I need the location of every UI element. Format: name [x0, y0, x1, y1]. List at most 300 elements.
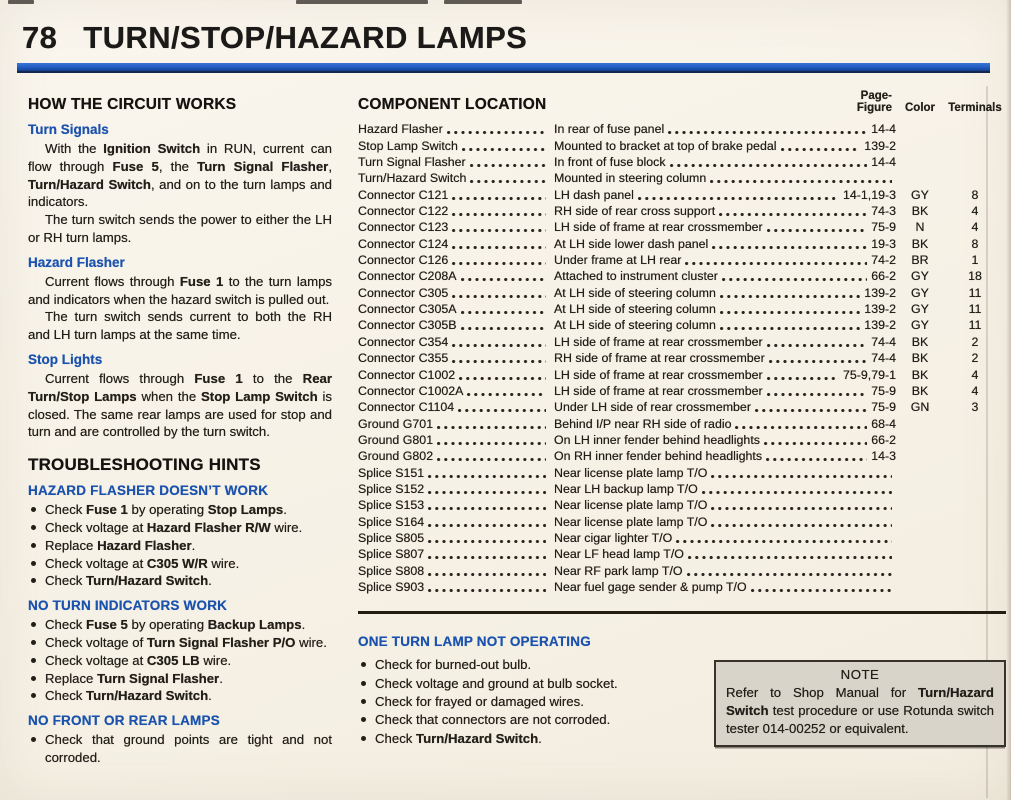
paragraph-group [28, 140, 332, 247]
table-row [358, 513, 1006, 529]
terminals-value: 1 [971, 253, 979, 268]
bullet-icon [361, 717, 366, 722]
component-name: Connector C124 [358, 236, 449, 251]
bullet-item [28, 616, 332, 634]
component-cell [358, 417, 554, 432]
dot-leader [751, 589, 892, 592]
component-location: LH side of frame at rear crossmember [554, 220, 763, 235]
dot-leader [470, 164, 546, 167]
page-edge-shadow [1006, 0, 1011, 800]
bullet-item [358, 693, 698, 711]
page-figure-value: 139-2 [864, 302, 896, 317]
component-location: LH side of frame at rear crossmember [554, 334, 763, 349]
component-location: Mounted in steering column [554, 171, 707, 186]
dot-leader [428, 507, 546, 510]
component-name: Connector C305B [358, 318, 457, 333]
component-location: LH dash panel [554, 187, 634, 202]
location-cell [554, 580, 896, 595]
paragraph: The turn switch sends the power to either the LH or RH turn lamps. [28, 212, 332, 245]
dot-leader [766, 458, 867, 461]
bullet-text: Check voltage at C305 W/R wire. [45, 555, 240, 571]
component-cell [358, 155, 554, 170]
component-name: Connector C123 [358, 220, 449, 235]
terminals-value: 8 [971, 236, 979, 251]
location-cell [554, 220, 896, 235]
dot-leader [767, 229, 868, 232]
dot-leader [452, 295, 546, 298]
page-figure-value: 19-3 [871, 236, 896, 251]
column-header-page-figure-line2: Figure [856, 102, 892, 114]
paragraph: Current flows through Fuse 1 to the Rear Turn/Stop Lamps when the Stop Lamp Switch is closed. The same rear lamps are used for stop and turn and are controlled by the turn switch. [28, 370, 332, 440]
bullet-item [28, 670, 332, 688]
component-location-heading: COMPONENT LOCATION [358, 96, 547, 113]
component-cell [358, 449, 554, 464]
table-row [358, 137, 1006, 153]
color-value: BK [911, 367, 929, 382]
component-cell [358, 515, 554, 530]
right-column [358, 84, 1006, 750]
page-figure-value: 139-2 [864, 318, 896, 333]
left-column [28, 96, 332, 769]
page-figure-value: 14-1,19-3 [842, 187, 896, 202]
terminals-value: 4 [971, 367, 979, 382]
note-title: NOTE [840, 667, 880, 683]
dot-leader [735, 426, 867, 429]
color-value: BK [911, 204, 929, 219]
circuit-section-heading: Turn Signals [28, 122, 109, 137]
circuit-section [28, 255, 332, 344]
terminals-value: 4 [971, 220, 979, 235]
component-name: Connector C1002A [358, 383, 464, 398]
table-row [358, 121, 1006, 137]
bullet-icon [31, 737, 36, 742]
terminals-value: 2 [971, 351, 979, 366]
terminals-value: 18 [968, 269, 982, 284]
bullet-text: Check voltage and ground at bulb socket. [375, 675, 618, 691]
location-cell [554, 351, 896, 366]
table-row [358, 203, 1006, 219]
component-name: Connector C1002 [358, 367, 456, 382]
table-row [358, 333, 1006, 349]
circuit-section-heading: Hazard Flasher [28, 254, 125, 270]
component-name: Ground G801 [358, 432, 434, 447]
page-figure-value: 74-4 [871, 334, 896, 349]
location-cell [554, 237, 896, 252]
component-cell [358, 335, 554, 350]
how-circuit-works-heading: HOW THE CIRCUIT WORKS [28, 96, 237, 113]
component-location: Near fuel gage sender & pump T/O [554, 579, 747, 594]
component-location: RH side of rear cross support [554, 204, 716, 219]
bullet-text: Replace Hazard Flasher. [45, 537, 196, 553]
bullet-item [28, 731, 332, 767]
table-row [358, 186, 1006, 202]
column-header-page-figure-line1: Page- [860, 90, 892, 102]
component-name: Splice S807 [358, 547, 425, 562]
terminals-value: 4 [971, 383, 979, 398]
component-cell [358, 188, 554, 203]
component-cell [358, 498, 554, 513]
bullet-text: Check Turn/Hazard Switch. [45, 688, 212, 704]
dot-leader [428, 524, 546, 527]
terminals-value: 4 [971, 204, 979, 219]
bullet-item [28, 652, 332, 670]
component-location: Near cigar lighter T/O [554, 530, 673, 545]
dot-leader [459, 377, 546, 380]
title-underline-bar [17, 63, 990, 73]
circuit-section [28, 352, 332, 441]
page-figure-value: 14-3 [871, 449, 896, 464]
component-cell [358, 580, 554, 595]
page-figure-value: 75-9,79-1 [842, 367, 896, 382]
component-cell [358, 302, 554, 317]
troubleshooting-section-heading: NO TURN INDICATORS WORK [28, 598, 228, 614]
table-row [358, 284, 1006, 300]
bullet-icon [31, 658, 36, 663]
page-figure-value: 75-9 [871, 220, 896, 235]
dot-leader [668, 131, 867, 134]
bullet-text: Check Fuse 1 by operating Stop Lamps. [45, 502, 287, 518]
bullet-icon [361, 662, 366, 667]
location-cell [554, 171, 896, 186]
component-location: On LH inner fender behind headlights [554, 432, 760, 447]
color-value: BR [911, 253, 929, 268]
dot-leader [461, 278, 547, 281]
location-cell [554, 122, 896, 137]
component-name: Connector C305 [358, 285, 449, 300]
dot-leader [458, 409, 546, 412]
paragraph: With the Ignition Switch in RUN, current can flow through Fuse 5, the Turn Signal Flasher, Turn/Hazard Switch, and on to the turn lamps and indicators. [28, 141, 332, 210]
dot-leader [688, 556, 892, 559]
location-cell [554, 466, 896, 481]
dot-leader [719, 213, 867, 216]
component-name: Hazard Flasher [358, 122, 443, 137]
bullet-icon [31, 543, 36, 548]
bullet-item [28, 519, 332, 537]
component-name: Connector C126 [358, 253, 449, 268]
component-cell [358, 171, 554, 186]
page-number: 78 [22, 20, 58, 55]
component-location: At LH side lower dash panel [554, 236, 709, 251]
component-location: Attached to instrument cluster [554, 269, 718, 284]
component-cell [358, 204, 554, 219]
table-row [358, 154, 1006, 170]
component-location: Under frame at LH rear [554, 253, 682, 268]
location-cell [554, 318, 896, 333]
column-header-color: Color [904, 102, 936, 114]
component-name: Turn/Hazard Switch [358, 171, 467, 186]
component-name: Connector C1104 [358, 400, 455, 415]
section-divider [358, 611, 1006, 615]
dot-leader [767, 377, 839, 380]
component-location: In rear of fuse panel [554, 122, 665, 137]
component-location: LH side of frame at rear crossmember [554, 367, 763, 382]
table-row [358, 301, 1006, 317]
dot-leader [711, 475, 892, 478]
color-value: BK [911, 351, 929, 366]
component-cell [358, 351, 554, 366]
component-name: Splice S164 [358, 514, 425, 529]
table-row [358, 464, 1006, 480]
dot-leader [764, 442, 867, 445]
dot-leader [428, 540, 546, 543]
table-row [358, 170, 1006, 186]
component-cell [358, 433, 554, 448]
bullet-list [358, 656, 698, 747]
component-cell [358, 253, 554, 268]
bullet-icon [31, 622, 36, 627]
component-cell [358, 400, 554, 415]
dot-leader [687, 573, 892, 576]
location-cell [554, 482, 896, 497]
bullet-text: Check Fuse 5 by operating Backup Lamps. [45, 617, 306, 633]
bullet-list [28, 501, 332, 590]
component-location: At LH side of steering column [554, 318, 716, 333]
page-figure-value: 74-3 [871, 204, 896, 219]
dot-leader [428, 589, 546, 592]
location-cell [554, 253, 896, 268]
component-location: Near LF head lamp T/O [554, 547, 684, 562]
dot-leader [769, 360, 867, 363]
location-cell [554, 417, 896, 432]
bullet-item [28, 634, 332, 652]
bullet-list [28, 731, 332, 767]
table-row [358, 546, 1006, 562]
bullet-text: Check voltage at C305 LB wire. [45, 652, 232, 668]
bullet-icon [361, 699, 366, 704]
page-figure-value: 14-4 [871, 155, 896, 170]
page-header [22, 20, 527, 56]
bullet-icon [31, 578, 36, 583]
location-cell [554, 400, 896, 415]
paragraph: The turn switch sends current to both the RH and LH turn lamps at the same time. [28, 309, 332, 343]
bullet-item [358, 675, 698, 693]
component-name: Splice S153 [358, 498, 425, 513]
dot-leader [452, 344, 546, 347]
scan-artifact [8, 0, 34, 4]
location-cell [554, 188, 896, 203]
dot-leader [452, 213, 546, 216]
bullet-icon [31, 676, 36, 681]
one-turn-section [358, 634, 698, 749]
circuit-section-heading: Stop Lights [28, 351, 103, 367]
component-location: LH side of frame at rear crossmember [554, 383, 763, 398]
troubleshooting-heading: TROUBLESHOOTING HINTS [28, 455, 261, 475]
location-cell [554, 449, 896, 464]
component-name: Splice S805 [358, 530, 425, 545]
bullet-text: Replace Turn Signal Flasher. [45, 670, 223, 686]
dot-leader [638, 197, 839, 200]
dot-leader [711, 507, 892, 510]
location-cell [554, 564, 896, 579]
color-value: GY [911, 269, 929, 284]
location-cell [554, 531, 896, 546]
component-name: Ground G701 [358, 416, 434, 431]
bullet-text: Check voltage of Turn Signal Flasher P/O wire. [45, 634, 327, 650]
page-figure-value: 139-2 [864, 285, 896, 300]
component-location: Behind I/P near RH side of radio [554, 416, 732, 431]
dot-leader [711, 524, 892, 527]
bullet-icon [31, 525, 36, 530]
component-location: Mounted to bracket at top of brake pedal [554, 138, 777, 153]
bottom-section [358, 634, 1006, 749]
terminals-value: 8 [971, 187, 979, 202]
table-row [358, 432, 1006, 448]
circuit-section [28, 122, 332, 247]
dot-leader [767, 344, 868, 347]
page-figure-value: 74-4 [871, 351, 896, 366]
dot-leader [437, 426, 546, 429]
component-name: Splice S152 [358, 481, 425, 496]
component-cell [358, 269, 554, 284]
dot-leader [676, 540, 892, 543]
bullet-item [28, 572, 332, 590]
bullet-icon [361, 736, 366, 741]
component-location: On RH inner fender behind headlights [554, 449, 763, 464]
table-row [358, 399, 1006, 415]
dot-leader [767, 393, 868, 396]
component-location: Near LH backup lamp T/O [554, 481, 698, 496]
dot-leader [685, 262, 867, 265]
dot-leader [428, 573, 546, 576]
component-cell [358, 237, 554, 252]
dot-leader [722, 278, 867, 281]
component-location: In front of fuse block [554, 155, 666, 170]
bullet-icon [31, 693, 36, 698]
location-cell [554, 286, 896, 301]
component-cell [358, 139, 554, 154]
component-location-header [358, 84, 1006, 114]
column-header-terminals: Terminals [948, 102, 1002, 114]
component-cell [358, 466, 554, 481]
component-name: Ground G802 [358, 449, 434, 464]
circuit-sections [28, 122, 332, 441]
component-cell [358, 531, 554, 546]
dot-leader [452, 229, 546, 232]
table-row [358, 530, 1006, 546]
table-row [358, 579, 1006, 595]
bullet-text: Check for burned-out bulb. [375, 657, 532, 673]
table-row [358, 448, 1006, 464]
dot-leader [452, 197, 546, 200]
location-cell [554, 368, 896, 383]
component-location: Near license plate lamp T/O [554, 465, 708, 480]
location-cell [554, 384, 896, 399]
bullet-icon [31, 561, 36, 566]
note-text: Refer to Shop Manual for Turn/Hazard Switch test procedure or use Rotunda switch tester 014-00252 or equivalent. [726, 685, 994, 736]
table-row [358, 562, 1006, 578]
dot-leader [428, 491, 546, 494]
dot-leader [461, 327, 547, 330]
paragraph: Current flows through Fuse 1 to the turn lamps and indicators when the hazard switch is pulled out. [28, 273, 333, 307]
table-row [358, 219, 1006, 235]
color-value: BK [911, 236, 929, 251]
component-location: Near RF park lamp T/O [554, 563, 683, 578]
component-location: At LH side of steering column [554, 285, 716, 300]
bullet-icon [31, 507, 36, 512]
one-turn-heading: ONE TURN LAMP NOT OPERATING [358, 634, 591, 650]
page-figure-value: 68-4 [871, 416, 896, 431]
component-location: Near license plate lamp T/O [554, 498, 708, 513]
dot-leader [710, 180, 892, 183]
terminals-value: 11 [968, 318, 982, 333]
component-location: Near license plate lamp T/O [554, 514, 708, 529]
location-cell [554, 547, 896, 562]
component-cell [358, 122, 554, 137]
bullet-item [28, 555, 332, 573]
dot-leader [712, 246, 867, 249]
dot-leader [428, 556, 546, 559]
troubleshooting-section-heading: NO FRONT OR REAR LAMPS [28, 713, 220, 729]
dot-leader [702, 491, 892, 494]
dot-leader [428, 475, 546, 478]
page-figure-value: 75-9 [871, 400, 896, 415]
troubleshooting-section [28, 483, 332, 590]
color-value: BK [911, 383, 929, 398]
dot-leader [720, 327, 860, 330]
component-name: Connector C355 [358, 351, 449, 366]
bullet-item [28, 501, 332, 519]
terminals-value: 11 [968, 302, 982, 317]
component-location: RH side of frame at rear crossmember [554, 351, 765, 366]
page-figure-value: 66-2 [871, 269, 896, 284]
component-name: Splice S808 [358, 563, 425, 578]
page-title: TURN/STOP/HAZARD LAMPS [83, 20, 528, 55]
dot-leader [452, 246, 546, 249]
table-row [358, 383, 1006, 399]
location-cell [554, 515, 896, 530]
dot-leader [461, 311, 547, 314]
bullet-icon [361, 681, 366, 686]
component-name: Connector C305A [358, 302, 457, 317]
troubleshooting-sections [28, 483, 332, 767]
scan-artifact [444, 0, 522, 4]
component-cell [358, 286, 554, 301]
component-location: Under LH side of rear crossmember [554, 400, 751, 415]
component-name: Stop Lamp Switch [358, 138, 458, 153]
color-value: GY [911, 318, 929, 333]
page-figure-value: 14-4 [871, 122, 896, 137]
dot-leader [452, 360, 546, 363]
dot-leader [470, 180, 546, 183]
table-row [358, 350, 1006, 366]
location-cell [554, 139, 896, 154]
page-figure-value: 75-9 [871, 383, 896, 398]
terminals-value: 2 [971, 334, 979, 349]
bullet-text: Check Turn/Hazard Switch. [375, 730, 542, 746]
dot-leader [781, 148, 861, 151]
bullet-list [28, 616, 332, 705]
bullet-text: Check Turn/Hazard Switch. [45, 573, 212, 589]
dot-leader [755, 409, 867, 412]
table-row [358, 268, 1006, 284]
column-header-page-figure [836, 90, 896, 114]
bullet-text: Check that ground points are tight and not corroded. [45, 732, 332, 765]
color-value: N [915, 220, 925, 235]
component-cell [358, 318, 554, 333]
dot-leader [437, 442, 546, 445]
terminals-value: 11 [968, 285, 982, 300]
location-cell [554, 335, 896, 350]
dot-leader [437, 458, 546, 461]
component-location-heading-cell [358, 96, 836, 114]
location-cell [554, 302, 896, 317]
bullet-item [358, 656, 698, 674]
dot-leader [452, 262, 546, 265]
table-row [358, 415, 1006, 431]
bullet-text: Check for frayed or damaged wires. [375, 694, 584, 710]
table-row [358, 497, 1006, 513]
component-name: Connector C354 [358, 334, 449, 349]
